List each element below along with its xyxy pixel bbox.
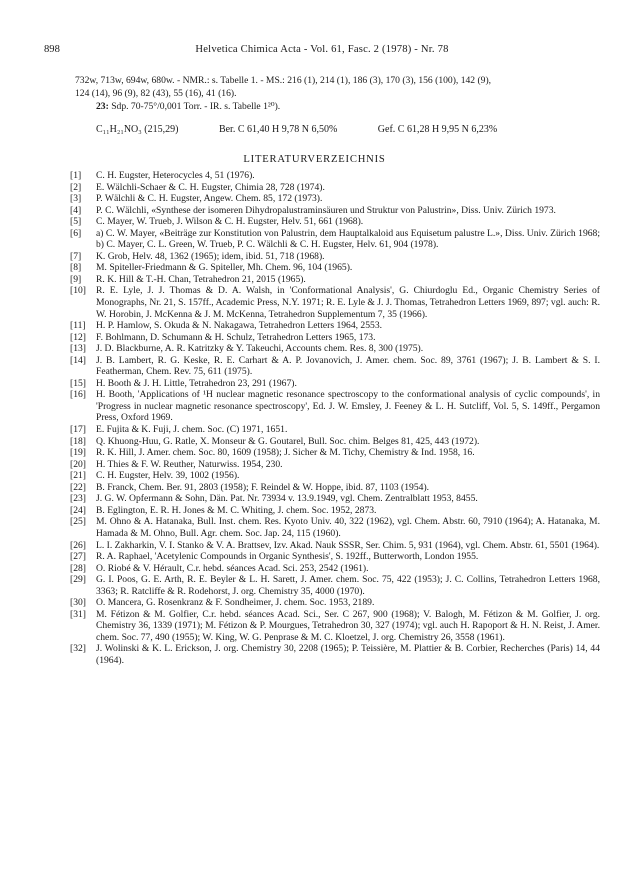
reference-text: R. K. Hill & T.-H. Chan, Tetrahedron 21, 2015 (1965). xyxy=(96,273,306,285)
reference-number: [7] xyxy=(70,250,82,262)
reference-text: J. Wolinski & K. L. Erickson, J. org. Chemistry 30, 2208 (1965); P. Teissière, M. Plattier & B. Corbier, Recherches (Paris) 14, 44 (1964). xyxy=(96,643,600,666)
reference-number: [19] xyxy=(70,447,86,459)
calculated-values: Ber. C 61,40 H 9,78 N 6,50% xyxy=(218,124,338,135)
reference-item xyxy=(70,436,600,448)
reference-number: [9] xyxy=(70,273,82,285)
reference-item xyxy=(70,343,600,355)
reference-number: [25] xyxy=(70,516,86,528)
reference-number: [24] xyxy=(70,504,86,516)
reference-text: a) C. W. Mayer, «Beiträge zur Konstitution von Palustrin, dem Hauptalkaloid aus Equisetum palustre L.», Diss. Univ. Zürich 1968; b) C. Mayer, C. L. Green, W. Trueb, P. C. Wälchli & C. H. Eugster, Helv. 61, 904 (1978). xyxy=(96,227,600,251)
reference-number: [31] xyxy=(70,608,86,620)
journal-info: Helvetica Chimica Acta - Vol. 61, Fasc. 2 (1978) - Nr. 78 xyxy=(195,44,449,55)
reference-text: H. Booth, 'Applications of ¹H nuclear magnetic resonance spectroscopy to the conformational analysis of cyclic compounds', in 'Progress in nuclear magnetic resonance spectroscopy', Ed. J. W. Emsley, J. Feeney & L. H. Sutcliff, Vol. 5, S. 149ff., Pergamon Press, Oxford 1969. xyxy=(96,389,600,424)
reference-item xyxy=(70,424,600,436)
reference-text: L. I. Zakharkin, V. I. Stanko & V. A. Brattsev, Izv. Akad. Nauk SSSR, Ser. Chim. 5, 931 (1964), vgl. Chem. Abstr. 61, 5501 (1964). xyxy=(96,539,600,551)
reference-text: O. Riobé & V. Hérault, C.r. hebd. séances Acad. Sci. 253, 2542 (1961). xyxy=(96,562,369,574)
reference-item xyxy=(70,493,600,505)
reference-text: B. Eglington, E. R. H. Jones & M. C. Whiting, J. chem. Soc. 1952, 2873. xyxy=(96,504,377,516)
reference-number: [2] xyxy=(70,181,82,193)
running-head xyxy=(44,44,600,58)
reference-number: [20] xyxy=(70,458,86,470)
reference-text: H. P. Hamlow, S. Okuda & N. Nakagawa, Tetrahedron Letters 1964, 2553. xyxy=(96,320,383,332)
reference-text: R. K. Hill, J. Amer. chem. Soc. 80, 1609 (1958); J. Sicher & M. Tichy, Chemistry & Ind. 1958, 16. xyxy=(96,447,475,459)
reference-item xyxy=(70,285,600,320)
reference-text: B. Franck, Chem. Ber. 91, 2803 (1958); F. Reindel & W. Hoppe, ibid. 87, 1103 (1954). xyxy=(96,481,430,493)
reference-item xyxy=(70,320,600,332)
reference-item xyxy=(70,516,600,539)
reference-item xyxy=(70,332,600,344)
reference-item xyxy=(70,378,600,390)
reference-number: [6] xyxy=(70,227,82,239)
spectral-data-line: 124 (14), 96 (9), 82 (43), 55 (16), 41 (16). xyxy=(75,88,237,99)
reference-item xyxy=(70,216,600,228)
reference-text: J. B. Lambert, R. G. Keske, R. E. Carhart & A. P. Jovanovich, J. Amer. chem. Soc. 89, 3761 (1967); J. B. Lambert & S. I. Featherman, Chem. Rev. 75, 611 (1975). xyxy=(96,354,600,378)
reference-item xyxy=(70,505,600,517)
reference-item xyxy=(70,228,600,251)
reference-number: [26] xyxy=(70,539,86,551)
reference-number: [23] xyxy=(70,493,86,505)
reference-text: P. Wälchli & C. H. Eugster, Angew. Chem. 85, 172 (1973). xyxy=(96,193,323,205)
reference-number: [21] xyxy=(70,470,86,482)
reference-text: C. H. Eugster, Heterocycles 4, 51 (1976). xyxy=(96,170,255,181)
reference-text: M. Spiteller-Friedmann & G. Spiteller, Mh. Chem. 96, 104 (1965). xyxy=(96,262,353,274)
reference-text: C. Mayer, W. Trueb, J. Wilson & C. H. Eugster, Helv. 51, 661 (1968). xyxy=(96,216,364,228)
spectral-data-line: 732w, 713w, 694w, 680w. - NMR.: s. Tabelle 1. - MS.: 216 (1), 214 (1), 186 (3), 170 (3), 156 (100), 142 (9), xyxy=(75,75,492,86)
reference-item xyxy=(70,563,600,575)
reference-number: [4] xyxy=(70,204,82,216)
reference-item xyxy=(70,643,600,666)
reference-item xyxy=(70,170,600,182)
reference-item xyxy=(70,540,600,552)
reference-item xyxy=(70,205,600,217)
reference-text: K. Grob, Helv. 48, 1362 (1965); idem, ibid. 51, 718 (1968). xyxy=(96,250,325,262)
reference-number: [10] xyxy=(70,285,86,297)
reference-number: [5] xyxy=(70,216,82,228)
reference-text: J. G. W. Opfermann & Sohn, Dän. Pat. Nr. 73934 v. 13.9.1949, vgl. Chem. Zentralblatt 1953, 8455. xyxy=(96,493,478,505)
reference-item xyxy=(70,574,600,597)
reference-item xyxy=(70,459,600,471)
reference-number: [32] xyxy=(70,643,86,655)
reference-text: J. D. Blackburne, A. R. Katritzky & Y. Takeuchi, Accounts chem. Res. 8, 300 (1975). xyxy=(96,343,424,355)
reference-text: F. Bohlmann, D. Schumann & H. Schulz, Tetrahedron Letters 1965, 173. xyxy=(96,331,376,343)
reference-text: M. Ohno & A. Hatanaka, Bull. Inst. chem. Res. Kyoto Univ. 40, 322 (1962), vgl. Chem. Abstr. 60, 7910 (1964); A. Hatanaka, M. Hamada & M. Ohno, Bull. Agr. chem. Soc. Jap. 24, 115 (1960). xyxy=(96,516,600,539)
reference-item xyxy=(70,551,600,563)
reference-item xyxy=(70,482,600,494)
reference-text: M. Fétizon & M. Golfier, C.r. hebd. séances Acad. Sci., Ser. C 267, 900 (1968); V. Balogh, M. Fétizon & M. Golfier, J. org. Chemistry 36, 1339 (1971); M. Fétizon & P. Mourgues, Tetrahedron 30, 327 (1974); vgl. auch H. Rapoport & H. N. Reist, J. Amer. chem. Soc. 77, 490 (1955); W. King, W. G. Penprase & M. C. Kloetzel, J. org. Chemistry 26, 3558 (1961). xyxy=(96,608,600,643)
page-number: 898 xyxy=(44,44,60,55)
reference-item xyxy=(70,389,600,424)
reference-number: [18] xyxy=(70,435,86,447)
reference-text: H. Booth & J. H. Little, Tetrahedron 23, 291 (1967). xyxy=(96,377,297,389)
reference-item xyxy=(70,355,600,378)
reference-text: E. Fujita & K. Fuji, J. chem. Soc. (C) 1971, 1651. xyxy=(96,424,288,436)
reference-number: [12] xyxy=(70,331,86,343)
reference-number: [3] xyxy=(70,193,82,205)
reference-number: [28] xyxy=(70,562,86,574)
reference-number: [30] xyxy=(70,597,86,609)
reference-number: [11] xyxy=(70,320,86,332)
reference-text: G. I. Poos, G. E. Arth, R. E. Beyler & L. H. Sarett, J. Amer. chem. Soc. 75, 422 (1953); J. C. Collins, Tetrahedron Letters 1968, 3363; R. Ratcliffe & R. Rodehorst, J. org. Chemistry 35, 4000 (1970). xyxy=(96,574,600,597)
compound-text: Sdp. 70-75°/0,001 Torr. - IR. s. Tabelle 1²⁰). xyxy=(108,101,281,112)
reference-number: [22] xyxy=(70,481,86,493)
reference-text: C. H. Eugster, Helv. 39, 1002 (1956). xyxy=(96,470,240,482)
reference-text: E. Wälchli-Schaer & C. H. Eugster, Chimia 28, 728 (1974). xyxy=(96,181,325,193)
found-values: Gef. C 61,28 H 9,95 N 6,23% xyxy=(377,124,498,135)
reference-number: [14] xyxy=(70,354,86,366)
reference-text: H. Thies & F. W. Reuther, Naturwiss. 1954, 230. xyxy=(96,458,283,470)
reference-number: [13] xyxy=(70,343,86,355)
reference-text: O. Mancera, G. Rosenkranz & F. Sondheimer, J. chem. Soc. 1953, 2189. xyxy=(96,597,375,609)
reference-item xyxy=(70,193,600,205)
section-heading: LITERATURVERZEICHNIS xyxy=(243,154,386,165)
reference-text: R. A. Raphael, 'Acetylenic Compounds in Organic Synthesis', S. 192ff., Butterworth, London 1955. xyxy=(96,551,479,563)
compound-entry xyxy=(96,101,621,113)
reference-number: [17] xyxy=(70,424,86,436)
reference-number: [15] xyxy=(70,377,86,389)
reference-item xyxy=(70,470,600,482)
reference-number: [27] xyxy=(70,551,86,563)
reference-number: [8] xyxy=(70,262,82,274)
reference-item xyxy=(70,609,600,644)
reference-item xyxy=(70,251,600,263)
reference-item xyxy=(70,262,600,274)
compound-label: 23: xyxy=(96,101,109,112)
reference-number: [29] xyxy=(70,574,86,586)
reference-number: [16] xyxy=(70,389,86,401)
reference-item xyxy=(70,447,600,459)
reference-item xyxy=(70,182,600,194)
reference-text: Q. Khuong-Huu, G. Ratle, X. Monseur & G. Goutarel, Bull. Soc. chim. Belges 81, 425, 443 (1972). xyxy=(96,435,480,447)
molecular-formula: C₁₁H₂₁NO₃ (215,29) xyxy=(96,124,179,135)
reference-text: P. C. Wälchli, «Synthese der isomeren Dihydropalustraminsäuren und Struktur von Palustrin», Diss. Univ. Zürich 1973. xyxy=(96,204,556,216)
reference-item xyxy=(70,597,600,609)
elemental-analysis xyxy=(96,124,596,136)
reference-list xyxy=(70,170,600,667)
reference-number: [1] xyxy=(70,170,82,181)
reference-text: R. E. Lyle, J. J. Thomas & D. A. Walsh, in 'Conformational Analysis', G. Chiurdoglu Ed., Organic Chemistry Series of Monographs, Nr. 21, S. 157ff., Academic Press, N.Y. 1971; R. E. Lyle & J. J. Thomas, Tetrahedron Letters 1969, 897; vgl. auch: R. W. Horobin, J. McKenna & J. M. McKenna, Tetrahedron Supplementum 7, 35 (1966). xyxy=(96,285,600,320)
reference-item xyxy=(70,274,600,286)
